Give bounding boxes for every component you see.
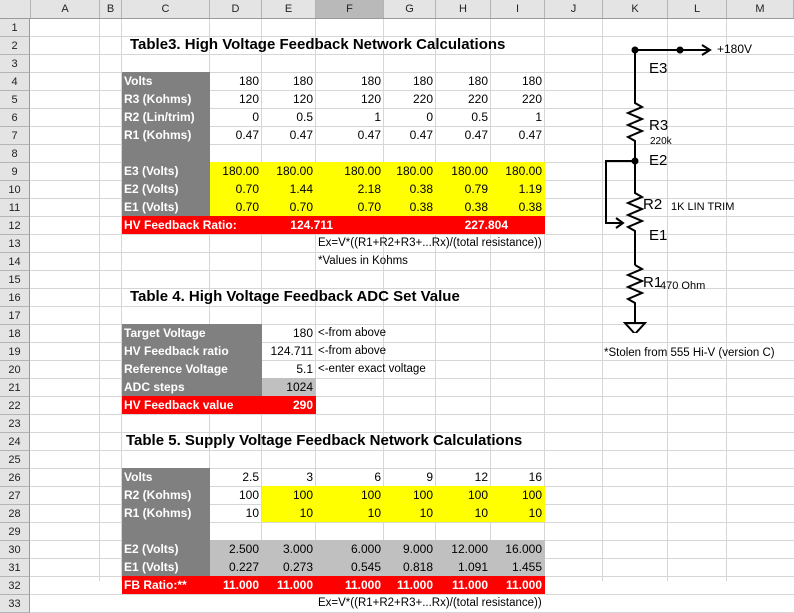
table5-label-r1[interactable]: R1 (Kohms) xyxy=(122,504,210,522)
row-header-12[interactable]: 12 xyxy=(0,217,30,235)
table3-r2-cell-2[interactable]: 0.5 xyxy=(296,110,313,124)
table5-formula: Ex=V*((R1+R2+R3+...Rx)/(total resistance)) xyxy=(318,597,542,609)
table3-ratio-label[interactable]: HV Feedback Ratio: xyxy=(122,216,262,234)
table5-title: Table 5. Supply Voltage Feedback Network Calculations xyxy=(126,432,523,449)
table4-note-target: <-from above xyxy=(318,327,387,339)
table3-e3-cell-6[interactable]: 180.00 xyxy=(491,162,545,180)
row-header-33[interactable]: 33 xyxy=(0,595,30,613)
table3-e3-cell-4[interactable]: 180.00 xyxy=(384,162,436,180)
row-header-6[interactable]: 6 xyxy=(0,109,30,127)
table5-fb-cell-3[interactable]: 11.000 xyxy=(316,576,384,594)
table5-label-blank[interactable] xyxy=(122,522,210,540)
row-header-17[interactable]: 17 xyxy=(0,307,30,325)
column-header-e[interactable]: E xyxy=(262,0,316,18)
r1-resistor-icon xyxy=(628,265,642,323)
table5-label-volts[interactable]: Volts xyxy=(122,468,210,486)
column-header-h[interactable]: H xyxy=(436,0,491,18)
table3-volts-cell-4[interactable]: 180 xyxy=(412,74,433,88)
table3-label-blank[interactable] xyxy=(122,144,210,162)
table5-e1-cell-3[interactable]: 0.545 xyxy=(316,558,384,576)
schematic-r2-value: 1K LIN TRIM xyxy=(671,201,735,213)
table3-label-e1[interactable]: E1 (Volts) xyxy=(122,198,210,216)
table3-e3-cell-1[interactable]: 180.00 xyxy=(210,162,262,180)
table3-r1-cell-1[interactable]: 0.47 xyxy=(235,128,259,142)
column-header-a[interactable]: A xyxy=(31,0,100,18)
schematic-r3-label: R3 xyxy=(649,117,669,134)
row-header-10[interactable]: 10 xyxy=(0,181,30,199)
schematic-r2-label: R2 xyxy=(643,196,663,213)
table5-label-r2[interactable]: R2 (Kohms) xyxy=(122,486,210,504)
row-header-19[interactable]: 19 xyxy=(0,343,30,361)
table5-r2-cell-5[interactable]: 100 xyxy=(436,486,491,504)
table5-e1-cell-1[interactable]: 0.227 xyxy=(210,558,262,576)
supply-node-dot xyxy=(632,47,639,54)
row-header-16[interactable]: 16 xyxy=(0,289,30,307)
table5-fb-cell-6[interactable]: 11.000 xyxy=(491,576,545,594)
table3-r3-cell-1[interactable]: 120 xyxy=(238,92,259,106)
table5-e1-cell-6[interactable]: 1.455 xyxy=(491,558,545,576)
schematic-e3-label: E3 xyxy=(649,60,668,77)
table3-volts-cell-3[interactable]: 180 xyxy=(360,74,381,88)
column-header-k[interactable]: K xyxy=(603,0,668,18)
table5-r2-cell-3[interactable]: 100 xyxy=(316,486,384,504)
table5-r2-cell-4[interactable]: 100 xyxy=(384,486,436,504)
column-header-g[interactable]: G xyxy=(384,0,436,18)
table3-volts-cell-2[interactable]: 180 xyxy=(292,74,313,88)
table5-e2-cell-4[interactable]: 9.000 xyxy=(384,540,436,558)
column-header-c[interactable]: C xyxy=(122,0,210,18)
table5-label-e2[interactable]: E2 (Volts) xyxy=(122,540,210,558)
row-header-25[interactable]: 25 xyxy=(0,451,30,469)
table3-r3-cell-3[interactable]: 120 xyxy=(360,92,381,106)
table5-r2-cell-1[interactable]: 100 xyxy=(238,488,259,502)
schematic-r3-value: 220k xyxy=(650,136,672,147)
table3-label-r1[interactable]: R1 (Kohms) xyxy=(122,126,210,144)
table5-r1-cell-4[interactable]: 10 xyxy=(384,504,436,522)
table3-r3-cell-5[interactable]: 220 xyxy=(467,92,488,106)
row-header-3[interactable]: 3 xyxy=(0,55,30,73)
table4-label-target[interactable]: Target Voltage xyxy=(122,324,262,342)
table3-r3-cell-4[interactable]: 220 xyxy=(412,92,433,106)
row-header-24[interactable]: 24 xyxy=(0,433,30,451)
table3-e2-cell-5[interactable]: 0.79 xyxy=(436,180,491,198)
table3-r1-cell-6[interactable]: 0.47 xyxy=(518,128,542,142)
column-header-b[interactable]: B xyxy=(100,0,122,18)
table3-e1-cell-5[interactable]: 0.38 xyxy=(436,198,491,216)
table5-e2-cell-3[interactable]: 6.000 xyxy=(316,540,384,558)
row-header-30[interactable]: 30 xyxy=(0,541,30,559)
table3-volts-cell-6[interactable]: 180 xyxy=(521,74,542,88)
table5-fb-cell-4[interactable]: 11.000 xyxy=(384,576,436,594)
table3-ratio-value-2[interactable]: 227.804 xyxy=(436,216,511,234)
table4-value-reference[interactable]: 5.1 xyxy=(296,362,313,376)
table5-volts-cell-3[interactable]: 6 xyxy=(374,470,381,484)
table5-volts-cell-1[interactable]: 2.5 xyxy=(242,470,259,484)
table3-e2-cell-2[interactable]: 1.44 xyxy=(262,180,316,198)
table3-r1-cell-5[interactable]: 0.47 xyxy=(464,128,488,142)
table5-r1-cell-1[interactable]: 10 xyxy=(245,506,259,520)
schematic-credit: *Stolen from 555 Hi-V (version C) xyxy=(604,347,775,359)
table3-r1-cell-2[interactable]: 0.47 xyxy=(289,128,313,142)
table3-e1-cell-6[interactable]: 0.38 xyxy=(491,198,545,216)
schematic-r1-label: R1 xyxy=(643,274,663,291)
table5-r1-cell-3[interactable]: 10 xyxy=(316,504,384,522)
column-header-j[interactable]: J xyxy=(545,0,603,18)
table3-ratio-value-1[interactable]: 124.711 xyxy=(262,216,336,234)
table3-e3-cell-2[interactable]: 180.00 xyxy=(262,162,316,180)
table3-e1-cell-2[interactable]: 0.70 xyxy=(262,198,316,216)
row-header-11[interactable]: 11 xyxy=(0,199,30,217)
table3-volts-cell-1[interactable]: 180 xyxy=(238,74,259,88)
table5-r1-cell-2[interactable]: 10 xyxy=(262,504,316,522)
column-header-f[interactable]: F xyxy=(316,0,384,18)
row-header-15[interactable]: 15 xyxy=(0,271,30,289)
schematic-e2-label: E2 xyxy=(649,152,668,169)
table3-r3-cell-2[interactable]: 120 xyxy=(292,92,313,106)
table3-title: Table3. High Voltage Feedback Network Calculations xyxy=(130,36,506,53)
table3-r2-cell-6[interactable]: 1 xyxy=(535,110,542,124)
table3-r2-cell-3[interactable]: 1 xyxy=(374,110,381,124)
table3-r1-cell-3[interactable]: 0.47 xyxy=(357,128,381,142)
table5-e1-cell-5[interactable]: 1.091 xyxy=(436,558,491,576)
table5-fb-cell-2[interactable]: 11.000 xyxy=(262,576,316,594)
row-header-18[interactable]: 18 xyxy=(0,325,30,343)
table5-fb-cell-1[interactable]: 11.000 xyxy=(210,576,262,594)
table5-volts-cell-6[interactable]: 16 xyxy=(528,470,542,484)
row-header-27[interactable]: 27 xyxy=(0,487,30,505)
table3-e3-cell-3[interactable]: 180.00 xyxy=(316,162,384,180)
table3-e2-cell-3[interactable]: 2.18 xyxy=(316,180,384,198)
table4-value-target[interactable]: 180 xyxy=(292,326,313,340)
table3-r3-cell-6[interactable]: 220 xyxy=(521,92,542,106)
table3-r2-cell-5[interactable]: 0.5 xyxy=(471,110,488,124)
schematic-e1-label: E1 xyxy=(649,227,668,244)
table3-formula: Ex=V*((R1+R2+R3+...Rx)/(total resistance)) xyxy=(318,237,542,249)
table3-label-volts[interactable]: Volts xyxy=(122,72,210,90)
r3-resistor-icon xyxy=(628,83,642,161)
row-header-9[interactable]: 9 xyxy=(0,163,30,181)
table3-volts-cell-5[interactable]: 180 xyxy=(467,74,488,88)
supply-node-dot-2 xyxy=(677,47,684,54)
table5-e2-cell-5[interactable]: 12.000 xyxy=(436,540,491,558)
table4-title: Table 4. High Voltage Feedback ADC Set Value xyxy=(130,288,460,305)
row-header-32[interactable]: 32 xyxy=(0,577,30,595)
row-header-26[interactable]: 26 xyxy=(0,469,30,487)
table5-r2-cell-6[interactable]: 100 xyxy=(491,486,545,504)
table5-e2-cell-2[interactable]: 3.000 xyxy=(262,540,316,558)
column-header-m[interactable]: M xyxy=(727,0,794,18)
row-header-4[interactable]: 4 xyxy=(0,73,30,91)
table5-volts-cell-5[interactable]: 12 xyxy=(474,470,488,484)
table4-value-ratio[interactable]: 124.711 xyxy=(270,344,313,358)
table5-volts-cell-4[interactable]: 9 xyxy=(426,470,433,484)
table3-e1-cell-3[interactable]: 0.70 xyxy=(316,198,384,216)
table3-e2-cell-1[interactable]: 0.70 xyxy=(210,180,262,198)
table5-r1-cell-5[interactable]: 10 xyxy=(436,504,491,522)
column-header-l[interactable]: L xyxy=(668,0,727,18)
table3-label-r3[interactable]: R3 (Kohms) xyxy=(122,90,210,108)
table4-value-hv-value[interactable]: 290 xyxy=(262,396,316,414)
column-header-i[interactable]: I xyxy=(491,0,545,18)
table5-e2-cell-6[interactable]: 16.000 xyxy=(491,540,545,558)
schematic-r1-value: 470 Ohm xyxy=(660,280,706,292)
table5-e1-cell-2[interactable]: 0.273 xyxy=(262,558,316,576)
table3-e1-cell-4[interactable]: 0.38 xyxy=(384,198,436,216)
row-header-8[interactable]: 8 xyxy=(0,145,30,163)
row-header-2[interactable]: 2 xyxy=(0,37,30,55)
table3-e1-cell-1[interactable]: 0.70 xyxy=(210,198,262,216)
schematic-supply-label: +180V xyxy=(717,42,753,56)
table5-volts-cell-2[interactable]: 3 xyxy=(306,470,313,484)
table5-fb-cell-5[interactable]: 11.000 xyxy=(436,576,491,594)
table5-r1-cell-6[interactable]: 10 xyxy=(491,504,545,522)
r2-resistor-icon xyxy=(628,183,642,247)
table4-label-reference[interactable]: Reference Voltage xyxy=(122,360,262,378)
cell-grid[interactable] xyxy=(30,19,794,609)
row-header-13[interactable]: 13 xyxy=(0,235,30,253)
e2-node-dot xyxy=(632,158,639,165)
row-header-23[interactable]: 23 xyxy=(0,415,30,433)
row-header-14[interactable]: 14 xyxy=(0,253,30,271)
row-header-31[interactable]: 31 xyxy=(0,559,30,577)
table3-e2-cell-4[interactable]: 0.38 xyxy=(384,180,436,198)
table3-ratio-fill-fg xyxy=(336,216,436,234)
table3-r1-cell-4[interactable]: 0.47 xyxy=(409,128,433,142)
table3-r2-cell-4[interactable]: 0 xyxy=(426,110,433,124)
row-header-20[interactable]: 20 xyxy=(0,361,30,379)
table4-label-adc[interactable]: ADC steps xyxy=(122,378,262,396)
row-header-7[interactable]: 7 xyxy=(0,127,30,145)
table3-label-r2[interactable]: R2 (Lin/trim) xyxy=(122,108,210,126)
table4-label-ratio[interactable]: HV Feedback ratio xyxy=(122,342,262,360)
table3-r2-cell-1[interactable]: 0 xyxy=(252,110,259,124)
table3-ratio-fill-i xyxy=(511,216,545,234)
table3-e3-cell-5[interactable]: 180.00 xyxy=(436,162,491,180)
row-header-1[interactable]: 1 xyxy=(0,19,30,37)
column-header-d[interactable]: D xyxy=(210,0,262,18)
row-header-22[interactable]: 22 xyxy=(0,397,30,415)
table5-e2-cell-1[interactable]: 2.500 xyxy=(210,540,262,558)
row-header-5[interactable]: 5 xyxy=(0,91,30,109)
table5-r2-cell-2[interactable]: 100 xyxy=(262,486,316,504)
table5-label-e1[interactable]: E1 (Volts) xyxy=(122,558,210,576)
table3-e2-cell-6[interactable]: 1.19 xyxy=(491,180,545,198)
row-header-29[interactable]: 29 xyxy=(0,523,30,541)
table4-label-hv-value[interactable]: HV Feedback value xyxy=(122,396,262,414)
ground-icon xyxy=(625,323,645,333)
table4-note-ratio: <-from above xyxy=(318,345,387,357)
table3-label-e2[interactable]: E2 (Volts) xyxy=(122,180,210,198)
table5-label-fb[interactable]: FB Ratio:** xyxy=(122,576,210,594)
row-header-21[interactable]: 21 xyxy=(0,379,30,397)
table5-e1-cell-4[interactable]: 0.818 xyxy=(384,558,436,576)
table3-label-e3[interactable]: E3 (Volts) xyxy=(122,162,210,180)
table4-note-reference: <-enter exact voltage xyxy=(318,363,426,375)
column-header-bar xyxy=(0,0,794,19)
row-header-28[interactable]: 28 xyxy=(0,505,30,523)
select-all-corner[interactable] xyxy=(0,0,31,18)
table4-value-adc[interactable]: 1024 xyxy=(262,378,316,396)
table3-note: *Values in Kohms xyxy=(318,255,408,267)
